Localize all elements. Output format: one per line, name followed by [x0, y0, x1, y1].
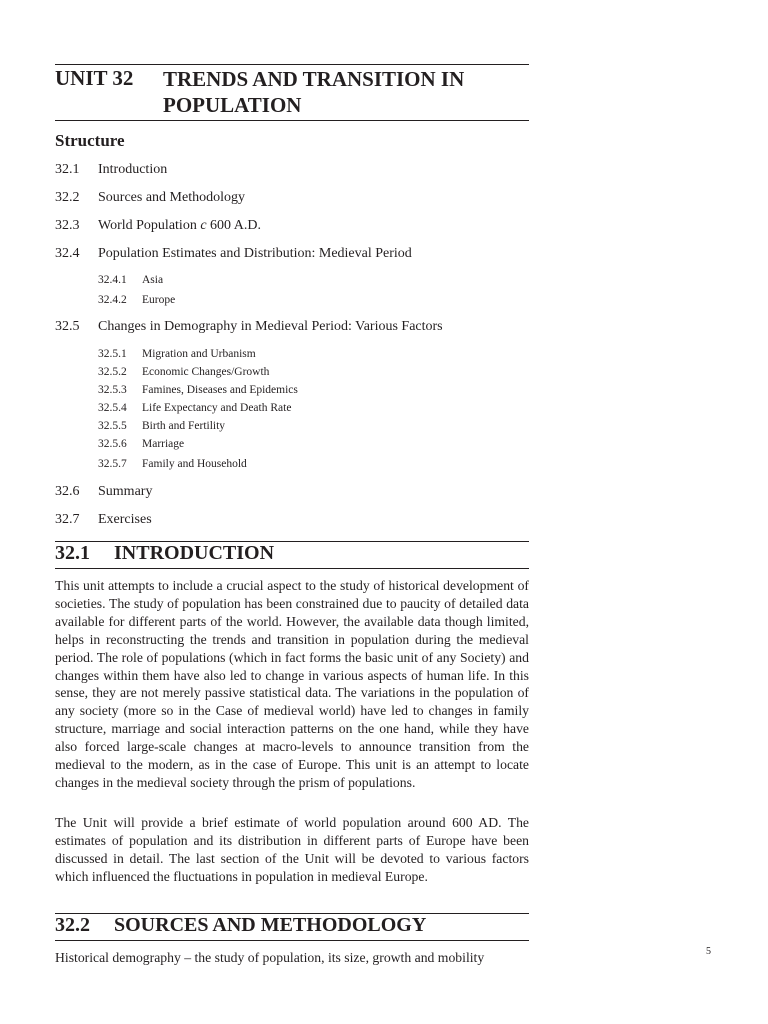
intro-paragraph-2: The Unit will provide a brief estimate of world population around 600 AD. The estimates of population and its distribution in different parts of Europe have been discussed in detail. The last section of the Unit will be devoted to various factors which influenced the fluctuations in population in medieval Europe. — [55, 815, 529, 884]
section-heading-introduction: 32.1 INTRODUCTION — [55, 541, 529, 569]
toc-item: 32.7 Exercises — [55, 512, 152, 527]
toc-item: 32.4 Population Estimates and Distribution: Medieval Period — [55, 246, 412, 261]
intro-paragraph-1: This unit attempts to include a crucial aspect to the study of historical development of societies. The study of population has been constrained due to paucity of detailed data available for different parts of the world. However, the available data though limited, helps in reconstructing the trends and transition in population during the medieval period. The role of populations (which in fact forms the basic unit of any Society) and changes within them have also led to change in various aspects of human life. In this sense, they are not merely passive statistical data. The variations in the population of any society (more so in the Case of medieval world) have led to changes in family structure, marriage and social interaction patterns on the one hand, while they have also forced large-scale changes at macro-levels to announce transition from the medieval to the modern, as in the case of Europe. This unit is an attempt to locate changes in the medieval society through the prism of populations. — [55, 578, 529, 790]
toc-item: 32.1 Introduction — [55, 162, 168, 177]
unit-number: UNIT 32 — [55, 66, 134, 90]
toc-subitem: 32.4.2 Europe — [98, 294, 176, 306]
sources-paragraph-start: Historical demography – the study of population, its size, growth and mobility — [55, 950, 485, 965]
toc-subitem: 32.5.3 Famines, Diseases and Epidemics — [98, 384, 298, 396]
unit-title-line2: POPULATION — [163, 93, 302, 117]
toc-item: 32.3 World Population c 600 A.D. — [55, 218, 261, 233]
toc-subitem: 32.5.6 Marriage — [98, 438, 185, 450]
toc-subitem: 32.5.2 Economic Changes/Growth — [98, 366, 270, 378]
toc-subitem: 32.5.4 Life Expectancy and Death Rate — [98, 402, 292, 414]
unit-title — [163, 66, 464, 118]
unit-title-line1: TRENDS AND TRANSITION IN — [163, 67, 465, 91]
toc-item: 32.2 Sources and Methodology — [55, 190, 245, 205]
toc-subitem: 32.4.1 Asia — [98, 274, 164, 286]
toc-subitem: 32.5.7 Family and Household — [98, 458, 247, 470]
toc-subitem: 32.5.1 Migration and Urbanism — [98, 348, 256, 360]
toc-item: 32.6 Summary — [55, 484, 153, 499]
unit-header — [55, 64, 529, 121]
toc-subitem: 32.5.5 Birth and Fertility — [98, 420, 226, 432]
page-number: 5 — [706, 946, 711, 957]
structure-heading: Structure — [55, 131, 125, 150]
section-heading-sources-methodology: 32.2 SOURCES AND METHODOLOGY — [55, 913, 529, 941]
toc-item: 32.5 Changes in Demography in Medieval Period: Various Factors — [55, 319, 443, 334]
